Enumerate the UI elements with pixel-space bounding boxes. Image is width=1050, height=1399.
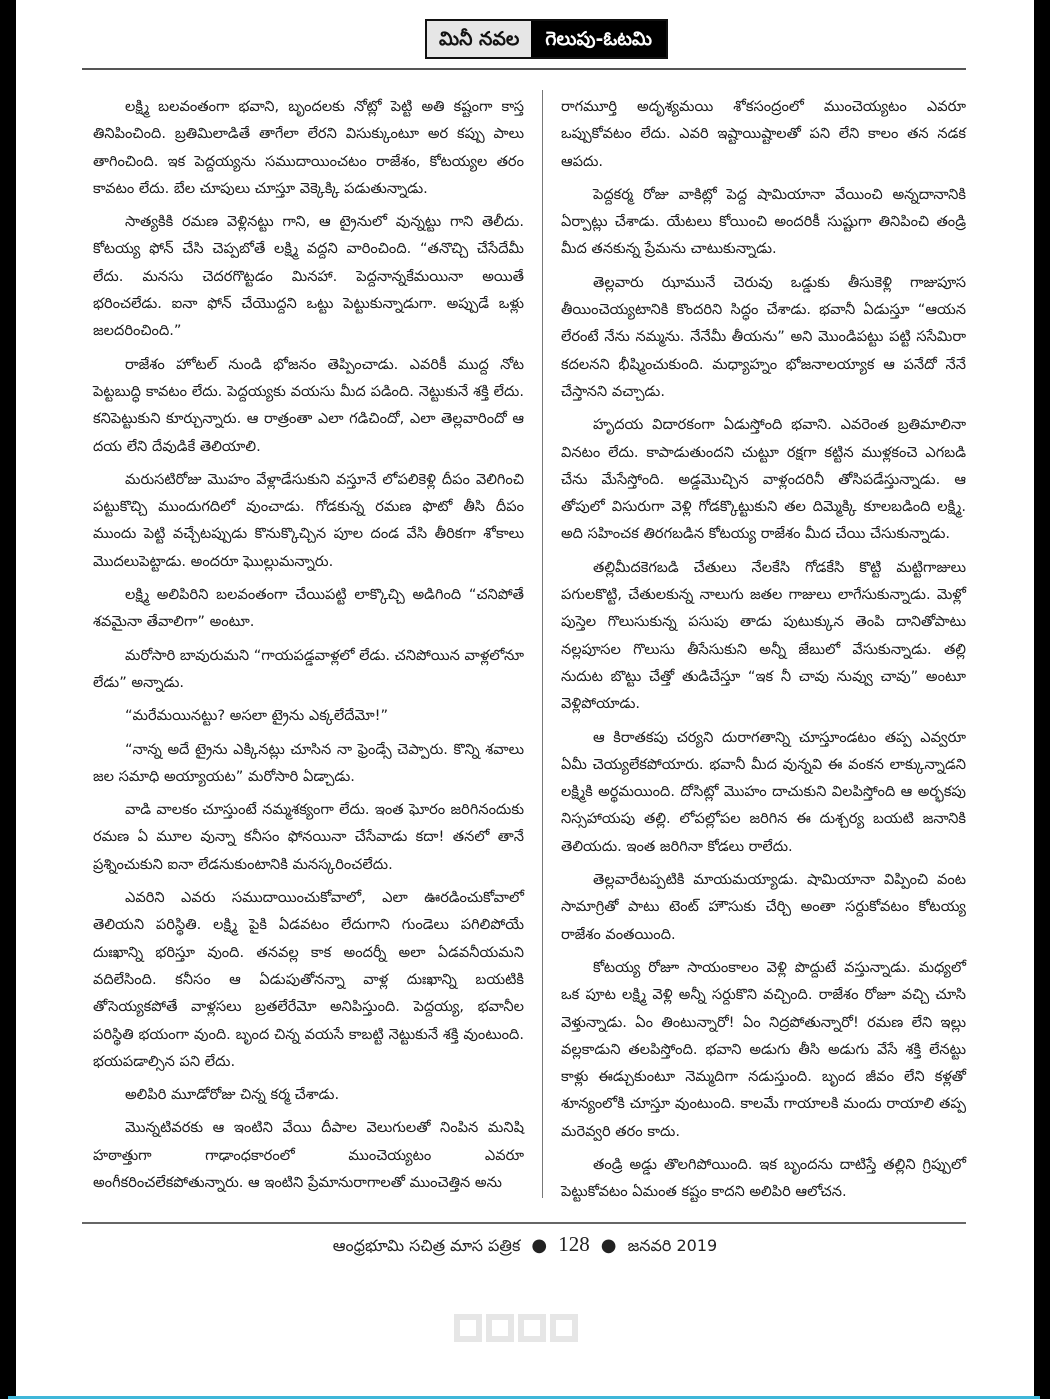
- paragraph: ఆ కిరాతకపు చర్యని దురాగతాన్ని చూస్తూండటం తప్ప ఎవ్వరూ ఏమీ చెయ్యలేకపోయారు. భవానీ మీద వున్నవి ఈ వంకన లాక్కున్నాడని లక్ష్మికి అర్థమయింది. దోసిట్లో మొహం దాచుకుని విలపిస్తోంది ఆ అర్భకపు నిస్సహాయపు తల్లి. లోపల్లోపల జరిగిన ఈ దుశ్చర్య బయటి జనానికి తెలియదు. ఇంత జరిగినా కోడలు రాలేదు.: [561, 728, 966, 855]
- footer-rule: [82, 1222, 966, 1224]
- left-column: [93, 93, 524, 1202]
- paragraph: సాత్యకికి రమణ వెళ్లినట్టు గాని, ఆ ట్రైనులో వున్నట్టు గాని తెలీదు. కోటయ్య ఫోన్ చేసి చెప్పబోతే లక్ష్మి వద్దని వారించింది. “తనొచ్చి చేసేదేమీ లేదు. మనసు చెదరగొట్టడం మినహా. పెద్దనాన్నకేమయినా అయితే భరించలేడు. ఐనా ఫోన్ చేయొద్దని ఒట్టు పెట్టుకున్నాడుగా. అప్పుడే ఒళ్లు జలదరించింది.”: [93, 213, 524, 340]
- paragraph: రాజేశం హోటల్ నుండి భోజనం తెప్పించాడు. ఎవరికీ ముద్ద నోట పెట్టబుద్ధి కావటం లేదు. పెద్దయ్యకు వయసు మీద పడింది. నెట్టుకునే శక్తి లేదు. కనిపెట్టుకుని కూర్చున్నారు. ఆ రాత్రంతా ఎలా గడిచిందో, ఎలా తెల్లవారిందో ఆ దయ లేని దేవుడికే తెలియాలి.: [93, 355, 524, 455]
- bullet-icon: ●: [531, 1235, 548, 1256]
- page-navigation[interactable]: [454, 1314, 578, 1342]
- section-kicker: మినీ నవల: [427, 21, 531, 57]
- page-footer: [16, 1232, 1034, 1259]
- paragraph: పెద్దకర్మ రోజు వాకిట్లో పెద్ద షామియానా వేయించి అన్నదానానికి ఏర్పాట్లు చేశాడు. యేటలు కోయించి అందరికీ సుష్టుగా తినిపించి తండ్రి మీద తనకున్న ప్రేమను చాటుకున్నాడు.: [561, 185, 966, 258]
- publication-name: ఆంధ్రభూమి సచిత్ర మాస పత్రిక: [332, 1236, 521, 1255]
- paragraph: మరోసారి బావురుమని “గాయపడ్డవాళ్లలో లేడు. చనిపోయిన వాళ్లలోనూ లేడు” అన్నాడు.: [93, 646, 525, 691]
- paragraph: లక్ష్మి బలవంతంగా భవాని, బృందలకు నోట్లో పెట్టి అతి కష్టంగా కాస్త తినిపించింది. బ్రతిమిలాడితే తాగేలా లేరని విసుక్కుంటూ అర కప్పు పాలు తాగించింది. ఇక పెద్దయ్యను సముదాయించటం రాజేశం, కోటయ్యల తరం కావటం లేదు. బేల చూపులు చూస్తూ వెక్కెక్కి పడుతున్నాడు.: [93, 98, 524, 197]
- paragraph: తల్లిమీదకెగబడి చేతులు నేలకేసి గోడకేసి కొట్టి మట్టిగాజులు పగులకొట్టి, చేతులకున్న నాలుగు జతల గాజులు లాగేసుకున్నాడు. మెళ్లో పుస్తెల గొలుసుకున్న పసుపు తాడు పుటుక్కున తెంపి దానితోపాటు నల్లపూసల గొలుసు తీసేసుకుని అన్నీ జేబులో వేసుకున్నాడు. తల్లి నుదుట బొట్టు చేత్తో తుడిచేస్తూ “ఇక నీ చావు నువ్వు చావు” అంటూ వెళ్లిపోయాడు.: [561, 558, 966, 713]
- page-thumb-icon[interactable]: [454, 1314, 482, 1342]
- paragraph: ఎవరిని ఎవరు సముదాయించుకోవాలో, ఎలా ఊరడించుకోవాలో తెలియని పరిస్థితి. లక్ష్మి పైకి ఏడవటం లేదుగాని గుండెలు పగిలిపోయే దుఃఖాన్ని భరిస్తూ వుంది. తనవల్ల కాక అందర్నీ అలా ఏడవనీయమని వదిలేసింది. కనీసం ఆ ఏడుపుతోనన్నా వాళ్ల దుఃఖాన్ని బయటికి తోసెయ్యకపోతే వాళ్లసలు బ్రతలేరేమో అనిపిస్తుంది. పెద్దయ్య, భవానీల పరిస్థితి భయంగా వుంది. బృంద చిన్న వయసే కాబట్టి నెట్టుకునే శక్తి వుంటుంది. భయపడాల్సిన పని లేదు.: [93, 889, 524, 1070]
- paragraph: రాగమూర్తి అదృశ్యమయి శోకసంద్రంలో ముంచెయ్యటం ఎవరూ ఒప్పుకోవటం లేదు. ఎవరి ఇష్టాయిష్టాలతో పని లేని కాలం తన నడక ఆపదు.: [561, 98, 966, 170]
- right-column: [561, 93, 966, 1212]
- header-rule: [82, 68, 966, 70]
- paragraph: “నాన్న అదే ట్రైను ఎక్కినట్లు చూసిన నా ఫ్రెండ్సే చెప్పారు. కొన్ని శవాలు జల సమాధి అయ్యాయట” మరోసారి ఏడ్చాడు.: [93, 740, 524, 785]
- paragraph: తెల్లవారేటప్పటికి మాయమయ్యాడు. షామియానా విప్పించి వంట సామాగ్రితో పాటు టెంట్ హౌసుకు చేర్చి అంతా సర్దుకోవటం కోటయ్య రాజేశం వంతయింది.: [561, 871, 966, 943]
- issue-date: జనవరి 2019: [627, 1236, 718, 1255]
- bullet-icon: ●: [600, 1235, 617, 1256]
- paragraph: కోటయ్య రోజూ సాయంకాలం వెళ్లి పొద్దుటే వస్తున్నాడు. మధ్యలో ఒక పూట లక్ష్మి వెళ్లి అన్నీ సర్దుకొని వచ్చింది. రాజేశం రోజూ వచ్చి చూసి వెళ్తున్నాడు. ఏం తింటున్నారో! ఏం నిద్రపోతున్నారో! రమణ లేని ఇల్లు వల్లకాడుని తలపిస్తోంది. భవాని అడుగు తీసి అడుగు వేసే శక్తి లేనట్టు కాళ్లు ఈడ్చుకుంటూ నెమ్మదిగా నడుస్తుంది. బృంద జీవం లేని కళ్లతో శూన్యంలోకి చూస్తూ వుంటుంది. కాలమే గాయాలకి మందు రాయాలి తప్ప మరెవ్వరి తరం కాదు.: [561, 958, 966, 1140]
- paragraph: మరుసటిరోజు మొహం వేళ్లాడేసుకుని వస్తూనే లోపలికెళ్లి దీపం వెలిగించి పట్టుకొచ్చి ముందుగదిలో వుంచాడు. గోడకున్న రమణ ఫొటో తీసి దీపం ముందు పెట్టి వచ్చేటప్పుడు కొనుక్కొచ్చిన పూల దండ వేసి తీరికగా శోకాలు మొదలుపెట్టాడు. అందరూ ఘొల్లుమన్నారు.: [93, 470, 524, 570]
- page-thumb-icon[interactable]: [518, 1314, 546, 1342]
- page-thumb-icon[interactable]: [486, 1314, 514, 1342]
- magazine-page: [16, 0, 1034, 1396]
- paragraph: తండ్రి అడ్డు తొలగిపోయింది. ఇక బృందను దాటిస్తే తల్లిని గ్రిప్పులో పెట్టుకోవటం ఏమంత కష్టం కాదని అలిపిరి ఆలోచన.: [561, 1155, 966, 1201]
- paragraph: హృదయ విదారకంగా ఏడుస్తోంది భవాని. ఎవరెంత బ్రతిమాలినా వినటం లేదు. కాపాడుతుందని చుట్టూ రక్షగా కట్టిన ముళ్లకంచె ఎగబడి చేను మేసేస్తోంది. అడ్డమొచ్చిన వాళ్లందరినీ తోసిపడేస్తున్నాడు. ఆ తోపులో విసురుగా వెళ్లి గోడక్కొట్టుకుని తల దిమ్మెక్కి కూలబడింది లక్ష్మి. అది సహించక తిరగబడిన కోటయ్య రాజేశం మీద చేయి చేసుకున్నాడు.: [561, 416, 966, 543]
- paragraph: “మరేమయినట్టు? అసలా ట్రైను ఎక్కలేదేమో!”: [125, 707, 389, 725]
- paragraph: లక్ష్మి అలిపిరిని బలవంతంగా చేయిపట్టి లాక్కొచ్చి అడిగింది “చనిపోతే శవమైనా తేవాలిగా” అంటూ.: [93, 586, 524, 631]
- story-title: గెలుపు-ఓటమి: [531, 21, 666, 57]
- paragraph: వాడి వాలకం చూస్తుంటే నమ్మశక్యంగా లేదు. ఇంత ఘోరం జరిగినందుకు రమణ ఏ మూల వున్నా కనీసం ఫోనయినా చేసేవాడు కదా! తనలో తానే ప్రశ్నించుకుని ఐనా లేడనుకుంటానికి మనస్కరించలేదు.: [93, 801, 524, 873]
- paragraph: మొన్నటివరకు ఆ ఇంటిని వేయి దీపాల వెలుగులతో నింపిన మనిషి హఠాత్తుగా గాఢాంధకారంలో ముంచెయ్యటం ఎవరూ అంగీకరించలేకపోతున్నారు. ఆ ఇంటిని ప్రేమానురాగాలతో ముంచెత్తిన అను: [93, 1119, 524, 1191]
- paragraph: తెల్లవారు ఝామునే చెరువు ఒడ్డుకు తీసుకెళ్లి గాజుపూస తీయించెయ్యటానికి కొందరిని సిద్ధం చేశాడు. భవానీ ఏడుస్తూ “ఆయన లేరంటే నేను నమ్మను. నేనేమీ తీయను” అని మొండిపట్టు పట్టి ససేమిరా కదలనని భీష్మించుకుంది. మధ్యాహ్నం భోజనాలయ్యాక ఆ పనేదో నేనే చేస్తానని వచ్చాడు.: [561, 273, 966, 400]
- page-number: 128: [558, 1232, 590, 1256]
- page-thumb-icon[interactable]: [550, 1314, 578, 1342]
- section-tag: [425, 19, 668, 59]
- paragraph: అలిపిరి మూడోరోజు చిన్న కర్మ చేశాడు.: [125, 1086, 340, 1104]
- column-divider: [542, 90, 543, 1198]
